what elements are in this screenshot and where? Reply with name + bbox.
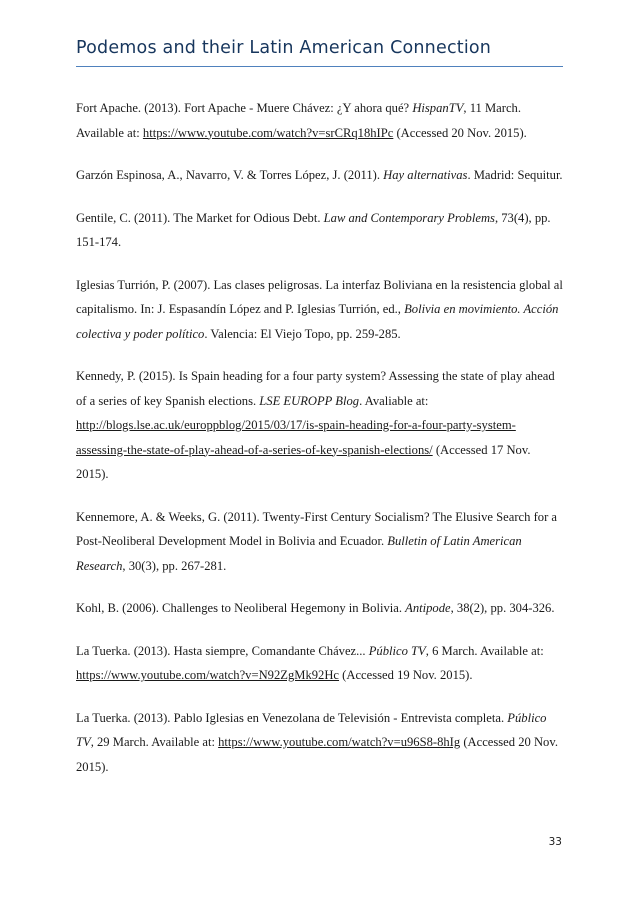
reference-entry — [76, 96, 566, 145]
reference-title: Público TV — [76, 710, 547, 749]
header-title: Podemos and their Latin American Connection — [76, 38, 492, 58]
reference-text: . Valencia: El Viejo Topo, pp. 259-285. — [204, 326, 401, 341]
reference-title: Antipode — [405, 601, 451, 615]
reference-link[interactable]: https://www.youtube.com/watch?v=srCRq18hIPc — [142, 125, 394, 140]
reference-text: Kohl, B. (2006). Challenges to Neoliberal Hegemony in Bolivia. — [76, 601, 406, 615]
reference-entry — [76, 163, 566, 188]
reference-text: Kennedy, P. (2015). Is Spain heading for a four party system? Assessing the state of play ahead of a series of key Spanish elections. — [76, 369, 555, 408]
reference-text: . Avaliable at: — [359, 393, 429, 408]
reference-entry — [76, 206, 566, 255]
reference-text: . Madrid: Sequitur. — [467, 168, 563, 182]
reference-link[interactable]: http://blogs.lse.ac.uk/europpblog/2015/03/17/is-spain-heading-for-a-four-party-system-assessing-the-state-of-play-ahead-of-a-series-of-key-spanish-elections/ — [76, 418, 516, 457]
running-header — [76, 36, 563, 67]
reference-title: LSE EUROPP Blog — [259, 393, 360, 408]
reference-text: , 6 March. Available at: — [425, 643, 544, 658]
reference-list — [76, 96, 566, 797]
reference-entry — [76, 505, 566, 579]
reference-link[interactable]: https://www.youtube.com/watch?v=u96S8-8hIg — [218, 735, 461, 749]
reference-entry — [76, 273, 566, 347]
reference-text: (Accessed 20 Nov. 2015). — [76, 735, 558, 774]
reference-text: La Tuerka. (2013). Pablo Iglesias en Venezolana de Televisión - Entrevista completa. — [76, 710, 508, 725]
reference-title: HispanTV — [412, 101, 464, 115]
reference-text: Iglesias Turrión, P. (2007). Las clases peligrosas. La interfaz Boliviana en la resistencia global al capitalismo. In: J. Espasandín López and P. Iglesias Turrión, ed., — [76, 277, 563, 316]
reference-title: Bolivia en movimiento. Acción colectiva y poder político — [76, 302, 559, 341]
reference-text: , 30(3), pp. 267-281. — [122, 558, 227, 573]
reference-text: , 11 March. Available at: — [76, 101, 521, 140]
reference-text: (Accessed 20 Nov. 2015). — [393, 125, 527, 140]
reference-title: Hay alternativas — [383, 168, 468, 182]
reference-text: (Accessed 17 Nov. 2015). — [76, 442, 531, 481]
reference-entry — [76, 706, 566, 780]
reference-text: Kennemore, A. & Weeks, G. (2011). Twenty-First Century Socialism? The Elusive Search for a Post-Neoliberal Development Model in Bolivia and Ecuador. — [76, 509, 557, 548]
reference-text: , 29 March. Available at: — [90, 735, 219, 749]
reference-text: La Tuerka. (2013). Hasta siempre, Comandante Chávez... — [76, 643, 369, 658]
page-number: 33 — [548, 836, 562, 848]
reference-link[interactable]: https://www.youtube.com/watch?v=N92ZgMk92Hc — [76, 668, 340, 682]
reference-title: Law and Contemporary Problems — [323, 210, 495, 225]
reference-text: (Accessed 19 Nov. 2015). — [339, 668, 473, 682]
reference-text: Garzón Espinosa, A., Navarro, V. & Torres López, J. (2011). — [76, 168, 384, 182]
reference-title: Público TV — [368, 643, 426, 658]
reference-text: , 38(2), pp. 304-326. — [450, 601, 555, 615]
reference-entry — [76, 364, 566, 487]
reference-entry — [76, 596, 566, 621]
reference-title: Bulletin of Latin American Research — [76, 534, 522, 573]
reference-text: Gentile, C. (2011). The Market for Odious Debt. — [76, 210, 324, 225]
reference-entry — [76, 639, 566, 688]
reference-text: , 73(4), pp. 151-174. — [76, 210, 551, 249]
reference-text: Fort Apache. (2013). Fort Apache - Muere Chávez: ¿Y ahora qué? — [76, 101, 413, 115]
